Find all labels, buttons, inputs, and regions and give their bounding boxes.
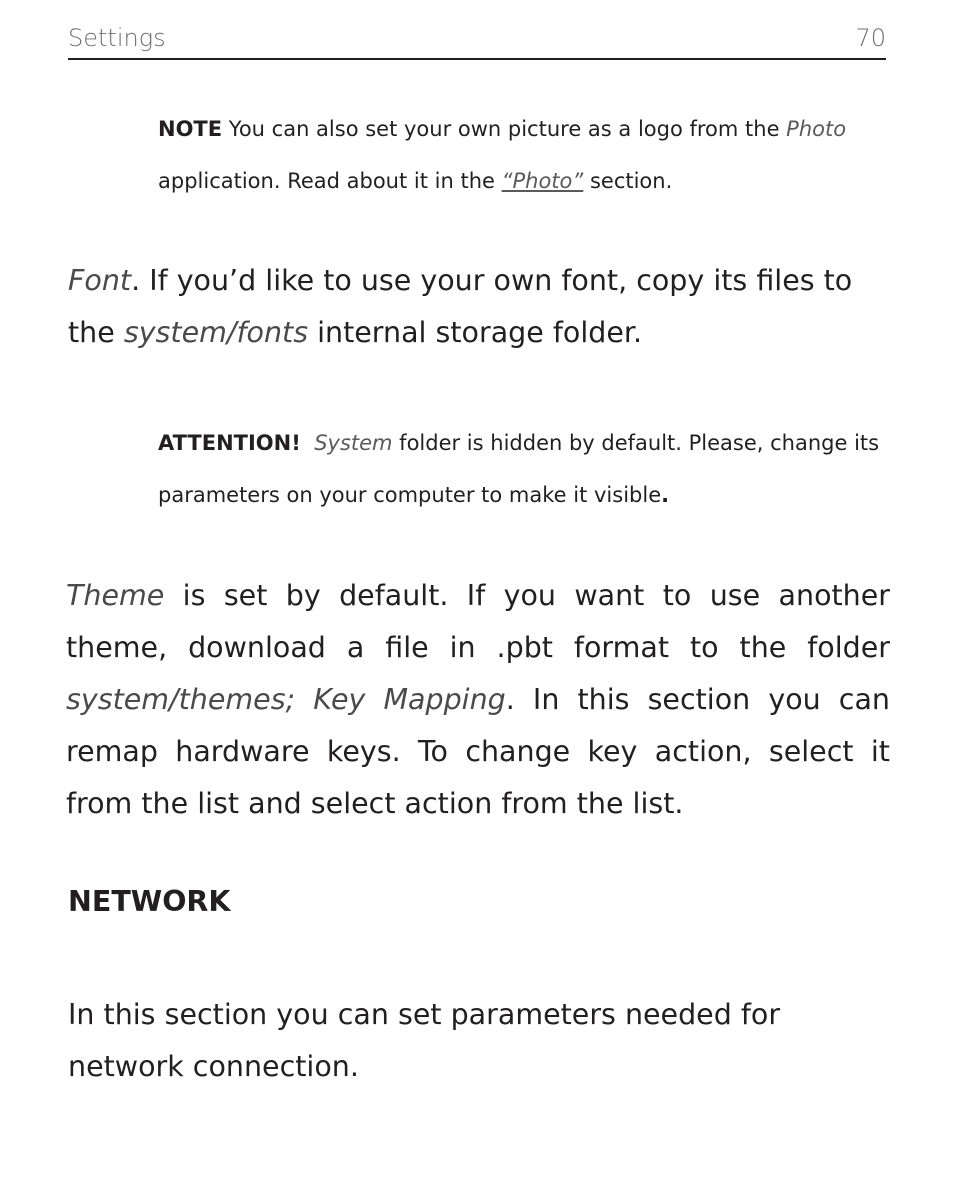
photo-app-name: Photo (786, 117, 847, 141)
theme-text-1: is set by default. If you want to use another theme, download a file in .pbt format to the folder (66, 579, 890, 664)
system-folder-name: System (314, 431, 393, 455)
themes-path: system/themes; (66, 683, 296, 716)
network-paragraph: In this section you can set parameters needed for network connection. (68, 998, 781, 1083)
photo-section-link[interactable]: “Photo” (501, 169, 584, 193)
page-number: 70 (855, 24, 886, 52)
note-block (158, 103, 888, 207)
note-text-3: section. (583, 169, 673, 193)
fonts-path: system/fonts (123, 316, 309, 349)
attention-text-1: folder is hidden by default. Please, change its parameters on your computer to make it visible (158, 431, 880, 507)
network-heading: NETWORK (68, 885, 231, 918)
font-paragraph (68, 255, 888, 359)
key-mapping-term: Key Mapping (313, 683, 506, 716)
note-text-1: You can also set your own picture as a logo from the (222, 117, 787, 141)
theme-term: Theme (66, 579, 165, 612)
note-label: NOTE (158, 117, 223, 141)
page-header (68, 22, 886, 60)
theme-paragraph (66, 570, 890, 830)
note-text-2: application. Read about it in the (158, 169, 502, 193)
font-text-1: . If you’d like to use your own font, copy its files to the (68, 264, 853, 349)
attention-block (158, 417, 888, 521)
key-mapping-text: . In this section you can remap hardware keys. To change key action, select it from the list and select action from the list. (66, 683, 890, 820)
attention-label: ATTENTION! (158, 431, 301, 455)
section-title: Settings (68, 24, 166, 52)
font-text-2: internal storage folder. (308, 316, 643, 349)
attention-period: . (661, 483, 670, 507)
font-term: Font (68, 264, 132, 297)
